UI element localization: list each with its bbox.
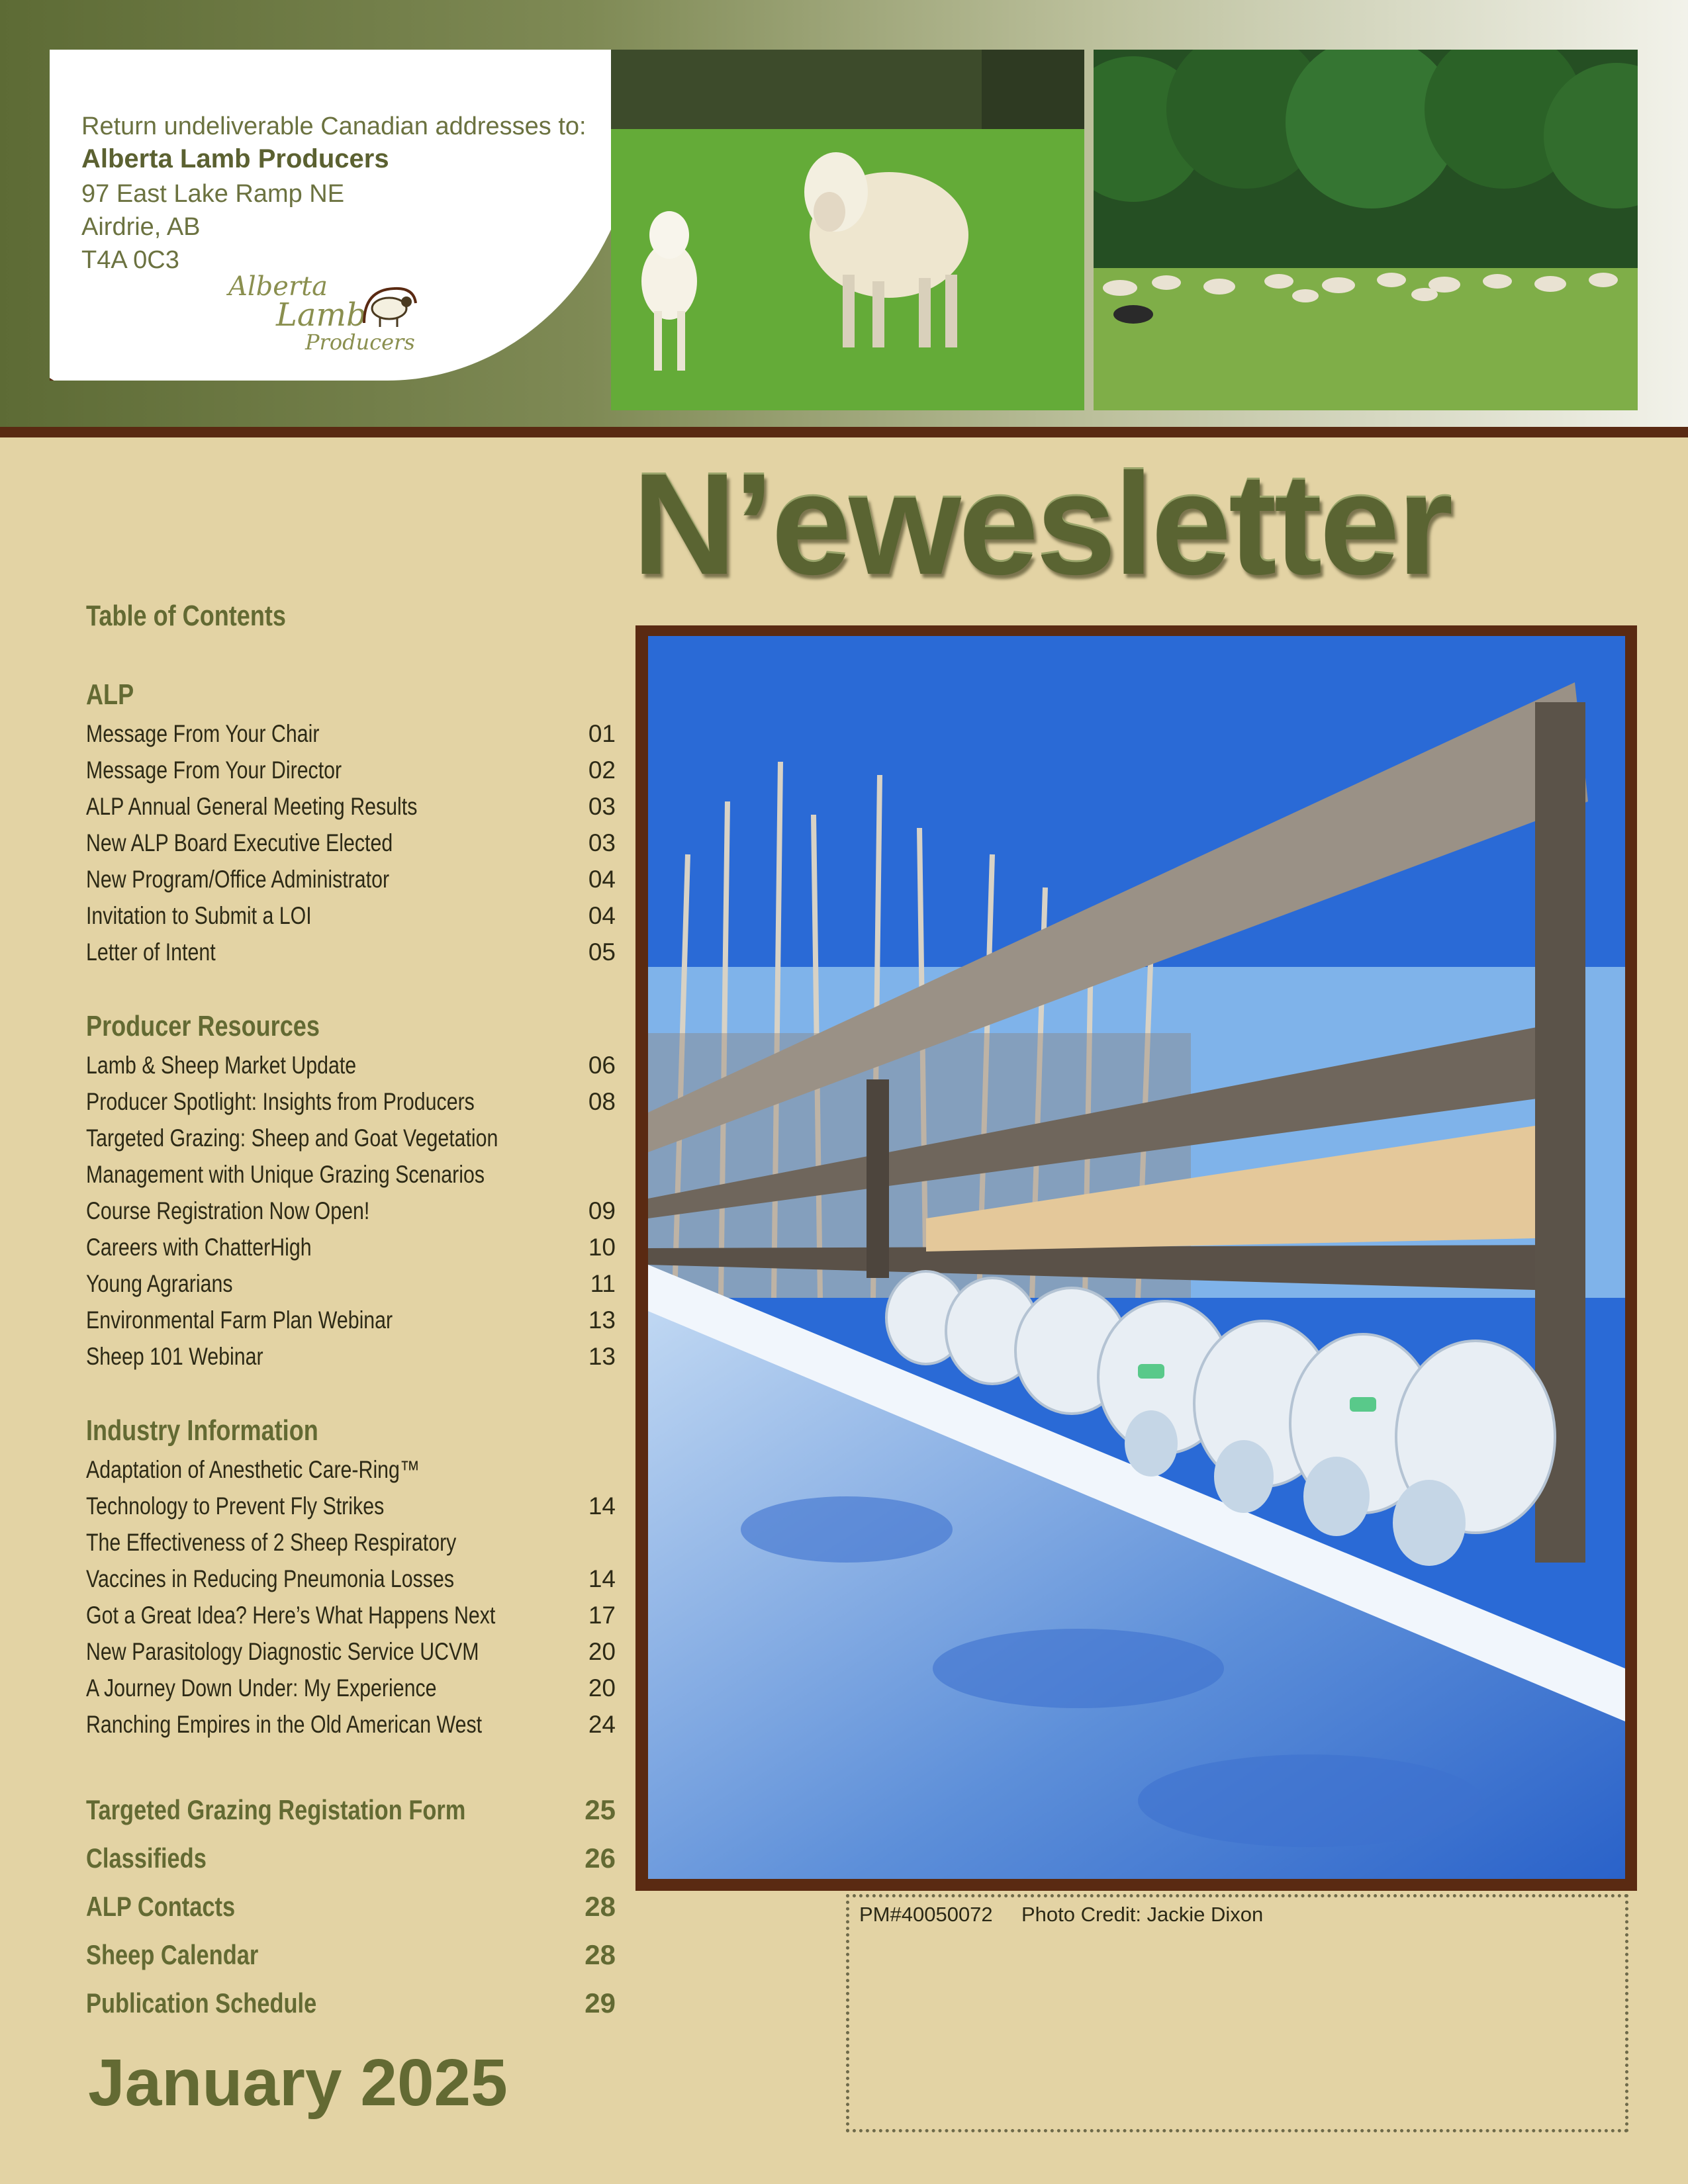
return-address-postal-code: T4A 0C3 <box>81 246 179 274</box>
toc-item[interactable] <box>86 1453 616 1486</box>
toc-item[interactable] <box>86 1599 616 1632</box>
flock-grazing-photo <box>1094 50 1638 410</box>
toc-item[interactable] <box>86 790 616 823</box>
toc-item[interactable] <box>86 1708 616 1741</box>
toc-feature-item[interactable] <box>86 1792 616 1829</box>
toc-feature-title: Sheep Calendar <box>86 1939 259 1970</box>
toc-item-page: 04 <box>588 902 616 929</box>
toc-item-page: 13 <box>588 1306 616 1334</box>
cover-photo-sheep-at-fence <box>648 636 1625 1879</box>
toc-feature-title: Publication Schedule <box>86 1987 317 2019</box>
toc-item-page: 01 <box>588 720 616 747</box>
toc-item-title: New Parasitology Diagnostic Service UCVM <box>86 1638 479 1665</box>
toc-item-title: Got a Great Idea? Here’s What Happens Next <box>86 1602 496 1629</box>
toc-item-title: Ranching Empires in the Old American West <box>86 1711 483 1738</box>
toc-item-title: Targeted Grazing: Sheep and Goat Vegetation <box>86 1124 498 1152</box>
toc-item-title: Invitation to Submit a LOI <box>86 902 312 929</box>
toc-title: Table of Contents <box>86 600 287 632</box>
toc-item[interactable] <box>86 1049 616 1082</box>
toc-item-page: 03 <box>588 793 616 820</box>
newsletter-masthead: N’ewesletter <box>632 444 1451 605</box>
toc-item-title: Management with Unique Grazing Scenarios <box>86 1161 485 1188</box>
alberta-lamb-producers-logo <box>228 271 420 357</box>
toc-item-page: 05 <box>588 938 616 966</box>
toc-feature-item[interactable] <box>86 1888 616 1925</box>
toc-feature-page: 28 <box>585 1939 616 1970</box>
toc-item-title: Sheep 101 Webinar <box>86 1343 263 1370</box>
toc-item-page: 20 <box>588 1638 616 1665</box>
toc-item-page: 03 <box>588 829 616 856</box>
postal-permit-number: PM#40050072 <box>859 1903 993 1926</box>
toc-item[interactable] <box>86 1526 616 1559</box>
toc-item[interactable] <box>86 1563 616 1596</box>
toc-item[interactable] <box>86 1158 616 1191</box>
toc-item-title: The Effectiveness of 2 Sheep Respiratory <box>86 1529 457 1556</box>
toc-item-page: 04 <box>588 866 616 893</box>
toc-item[interactable] <box>86 1267 616 1300</box>
toc-item[interactable] <box>86 1231 616 1264</box>
toc-section-heading-producer-resources: Producer Resources <box>86 1010 320 1042</box>
toc-feature-title: Targeted Grazing Registation Form <box>86 1794 466 1825</box>
sheep-logo-icon <box>357 277 420 330</box>
header-divider <box>0 427 1688 437</box>
logo-text-producers: Producers <box>305 330 415 355</box>
toc-item[interactable] <box>86 1122 616 1155</box>
toc-item[interactable] <box>86 1340 616 1373</box>
ewe-and-lamb-photo <box>611 50 1084 410</box>
toc-feature-page: 26 <box>585 1843 616 1874</box>
toc-feature-page: 29 <box>585 1987 616 2019</box>
toc-item[interactable] <box>86 1195 616 1228</box>
toc-item-page: 14 <box>588 1492 616 1520</box>
toc-item-title: A Journey Down Under: My Experience <box>86 1674 437 1702</box>
toc-feature-item[interactable] <box>86 1985 616 2022</box>
toc-item-title: Lamb & Sheep Market Update <box>86 1052 357 1079</box>
toc-feature-item[interactable] <box>86 1936 616 1974</box>
toc-item-page: 14 <box>588 1565 616 1592</box>
logo-text-alberta: Alberta <box>228 271 328 302</box>
toc-item-title: Vaccines in Reducing Pneumonia Losses <box>86 1565 455 1592</box>
toc-feature-item[interactable] <box>86 1840 616 1877</box>
toc-item[interactable] <box>86 1490 616 1523</box>
toc-item[interactable] <box>86 899 616 933</box>
sheep-feeding-winter-illustration <box>648 636 1625 1879</box>
toc-item-page: 20 <box>588 1674 616 1702</box>
toc-feature-page: 28 <box>585 1891 616 1922</box>
toc-item[interactable] <box>86 1672 616 1705</box>
toc-item[interactable] <box>86 717 616 751</box>
toc-section-heading-industry-information: Industry Information <box>86 1414 318 1447</box>
toc-item-title: Careers with ChatterHigh <box>86 1234 312 1261</box>
toc-feature-title: ALP Contacts <box>86 1891 236 1922</box>
toc-feature-page: 25 <box>585 1794 616 1825</box>
toc-item-title: Course Registration Now Open! <box>86 1197 370 1224</box>
toc-item-title: ALP Annual General Meeting Results <box>86 793 418 820</box>
flock-grazing-illustration <box>1094 50 1638 410</box>
toc-item[interactable] <box>86 1085 616 1118</box>
toc-section-heading-alp: ALP <box>86 678 134 711</box>
toc-item[interactable] <box>86 863 616 896</box>
toc-item-title: Message From Your Director <box>86 756 342 784</box>
toc-item-title: Environmental Farm Plan Webinar <box>86 1306 393 1334</box>
toc-feature-title: Classifieds <box>86 1843 207 1874</box>
toc-item-page: 10 <box>588 1234 616 1261</box>
toc-item[interactable] <box>86 1635 616 1668</box>
toc-item[interactable] <box>86 1304 616 1337</box>
return-address-organization: Alberta Lamb Producers <box>81 144 389 173</box>
toc-item-page: 17 <box>588 1602 616 1629</box>
return-address-city: Airdrie, AB <box>81 213 201 241</box>
toc-item-title: New Program/Office Administrator <box>86 866 390 893</box>
toc-item-title: Technology to Prevent Fly Strikes <box>86 1492 385 1520</box>
toc-item-title: Producer Spotlight: Insights from Producers <box>86 1088 475 1115</box>
toc-item-page: 06 <box>588 1052 616 1079</box>
return-address-street: 97 East Lake Ramp NE <box>81 180 345 208</box>
toc-item-page: 11 <box>590 1270 616 1297</box>
toc-item-title: Letter of Intent <box>86 938 216 966</box>
toc-item-page: 24 <box>588 1711 616 1738</box>
ewe-and-lamb-illustration <box>611 50 1084 410</box>
toc-item-page: 13 <box>588 1343 616 1370</box>
issue-date: January 2025 <box>88 2046 508 2120</box>
return-address-intro: Return undeliverable Canadian addresses to: <box>81 113 586 140</box>
mailing-label-box <box>846 1894 1628 2132</box>
toc-item[interactable] <box>86 754 616 787</box>
toc-item-title: Message From Your Chair <box>86 720 320 747</box>
logo-text-lamb: Lamb <box>276 296 367 334</box>
toc-item-page: 09 <box>588 1197 616 1224</box>
toc-item-title: Adaptation of Anesthetic Care-Ring™ <box>86 1456 420 1483</box>
toc-item-page: 02 <box>588 756 616 784</box>
toc-item[interactable] <box>86 827 616 860</box>
toc-item[interactable] <box>86 936 616 969</box>
photo-credit: Photo Credit: Jackie Dixon <box>1021 1903 1264 1926</box>
toc-item-page: 08 <box>588 1088 616 1115</box>
toc-item-title: New ALP Board Executive Elected <box>86 829 393 856</box>
toc-item-title: Young Agrarians <box>86 1270 233 1297</box>
